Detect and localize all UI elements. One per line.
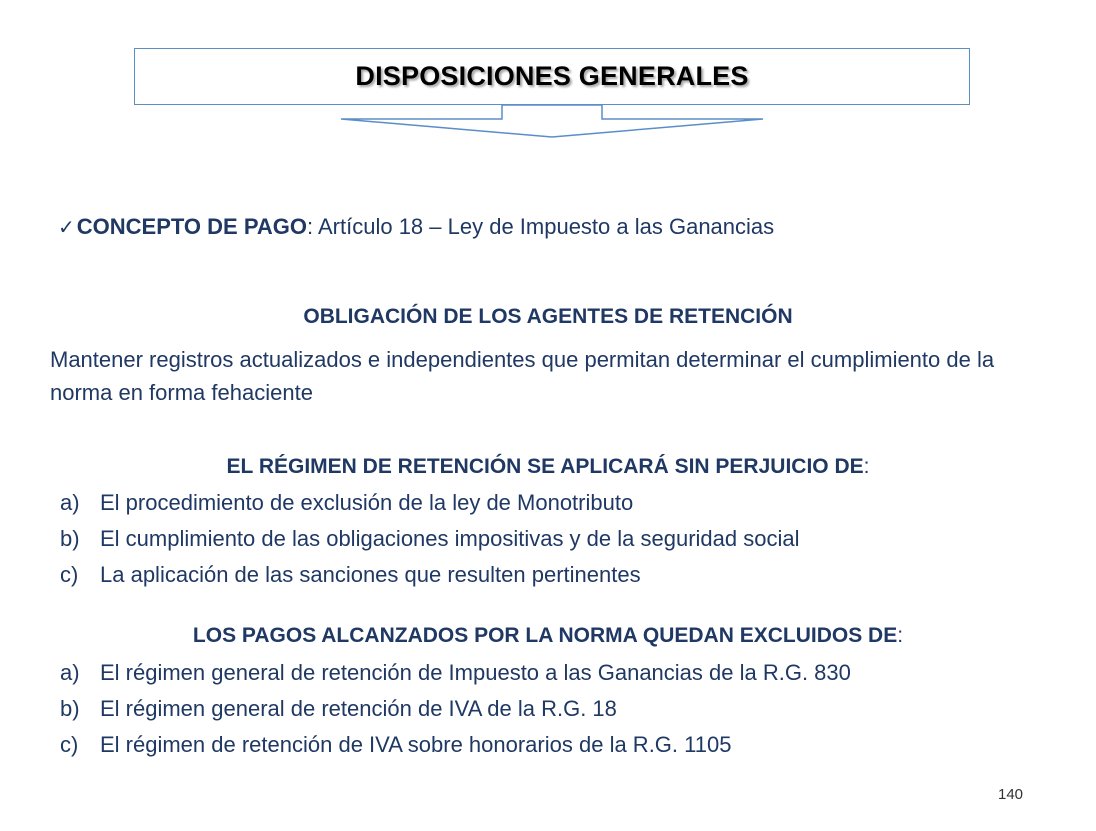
check-icon: ✓ [58, 217, 75, 239]
concept-label: CONCEPTO DE PAGO [76, 214, 307, 239]
regimen-list [60, 485, 799, 593]
regimen-heading-colon: : [863, 455, 870, 478]
list-marker: a) [60, 490, 80, 515]
list-item-text: El régimen de retención de IVA sobre honorarios de la R.G. 1105 [100, 732, 732, 757]
excluded-heading-text: LOS PAGOS ALCANZADOS POR LA NORMA QUEDAN EXCLUIDOS DE [192, 624, 898, 647]
list-item [60, 521, 799, 557]
list-item-text: El régimen general de retención de Impuesto a las Ganancias de la R.G. 830 [100, 660, 851, 685]
concept-line [58, 214, 774, 240]
list-item [60, 485, 799, 521]
title-box [134, 48, 970, 105]
page-number: 140 [998, 786, 1024, 803]
list-marker: b) [60, 526, 80, 551]
excluded-heading-colon: : [897, 624, 904, 647]
excluded-heading [0, 624, 1096, 648]
list-marker: c) [60, 562, 79, 587]
list-marker: a) [60, 660, 80, 685]
list-item-text: El régimen general de retención de IVA de la R.G. 18 [100, 696, 617, 721]
list-marker: c) [60, 732, 79, 757]
list-marker: b) [60, 696, 80, 721]
list-item [60, 557, 799, 593]
regimen-heading [0, 455, 1096, 479]
list-item-text: El cumplimiento de las obligaciones impositivas y de la seguridad social [100, 526, 800, 551]
list-item [60, 655, 851, 691]
list-item [60, 727, 851, 763]
list-item-text: El procedimiento de exclusión de la ley de Monotributo [100, 490, 634, 515]
excluded-list [60, 655, 851, 763]
list-item-text: La aplicación de las sanciones que resulten pertinentes [100, 562, 641, 587]
concept-text: : Artículo 18 – Ley de Impuesto a las Ganancias [306, 214, 775, 239]
page-title: DISPOSICIONES GENERALES [355, 61, 749, 91]
obligation-text: Mantener registros actualizados e independientes que permitan determinar el cumplimiento de la norma en forma fehaciente [50, 347, 995, 405]
obligation-heading: OBLIGACIÓN DE LOS AGENTES DE RETENCIÓN [303, 305, 793, 328]
down-arrow-icon [340, 104, 764, 138]
list-item [60, 691, 851, 727]
regimen-heading-text: EL RÉGIMEN DE RETENCIÓN SE APLICARÁ SIN PERJUICIO DE [226, 455, 864, 478]
